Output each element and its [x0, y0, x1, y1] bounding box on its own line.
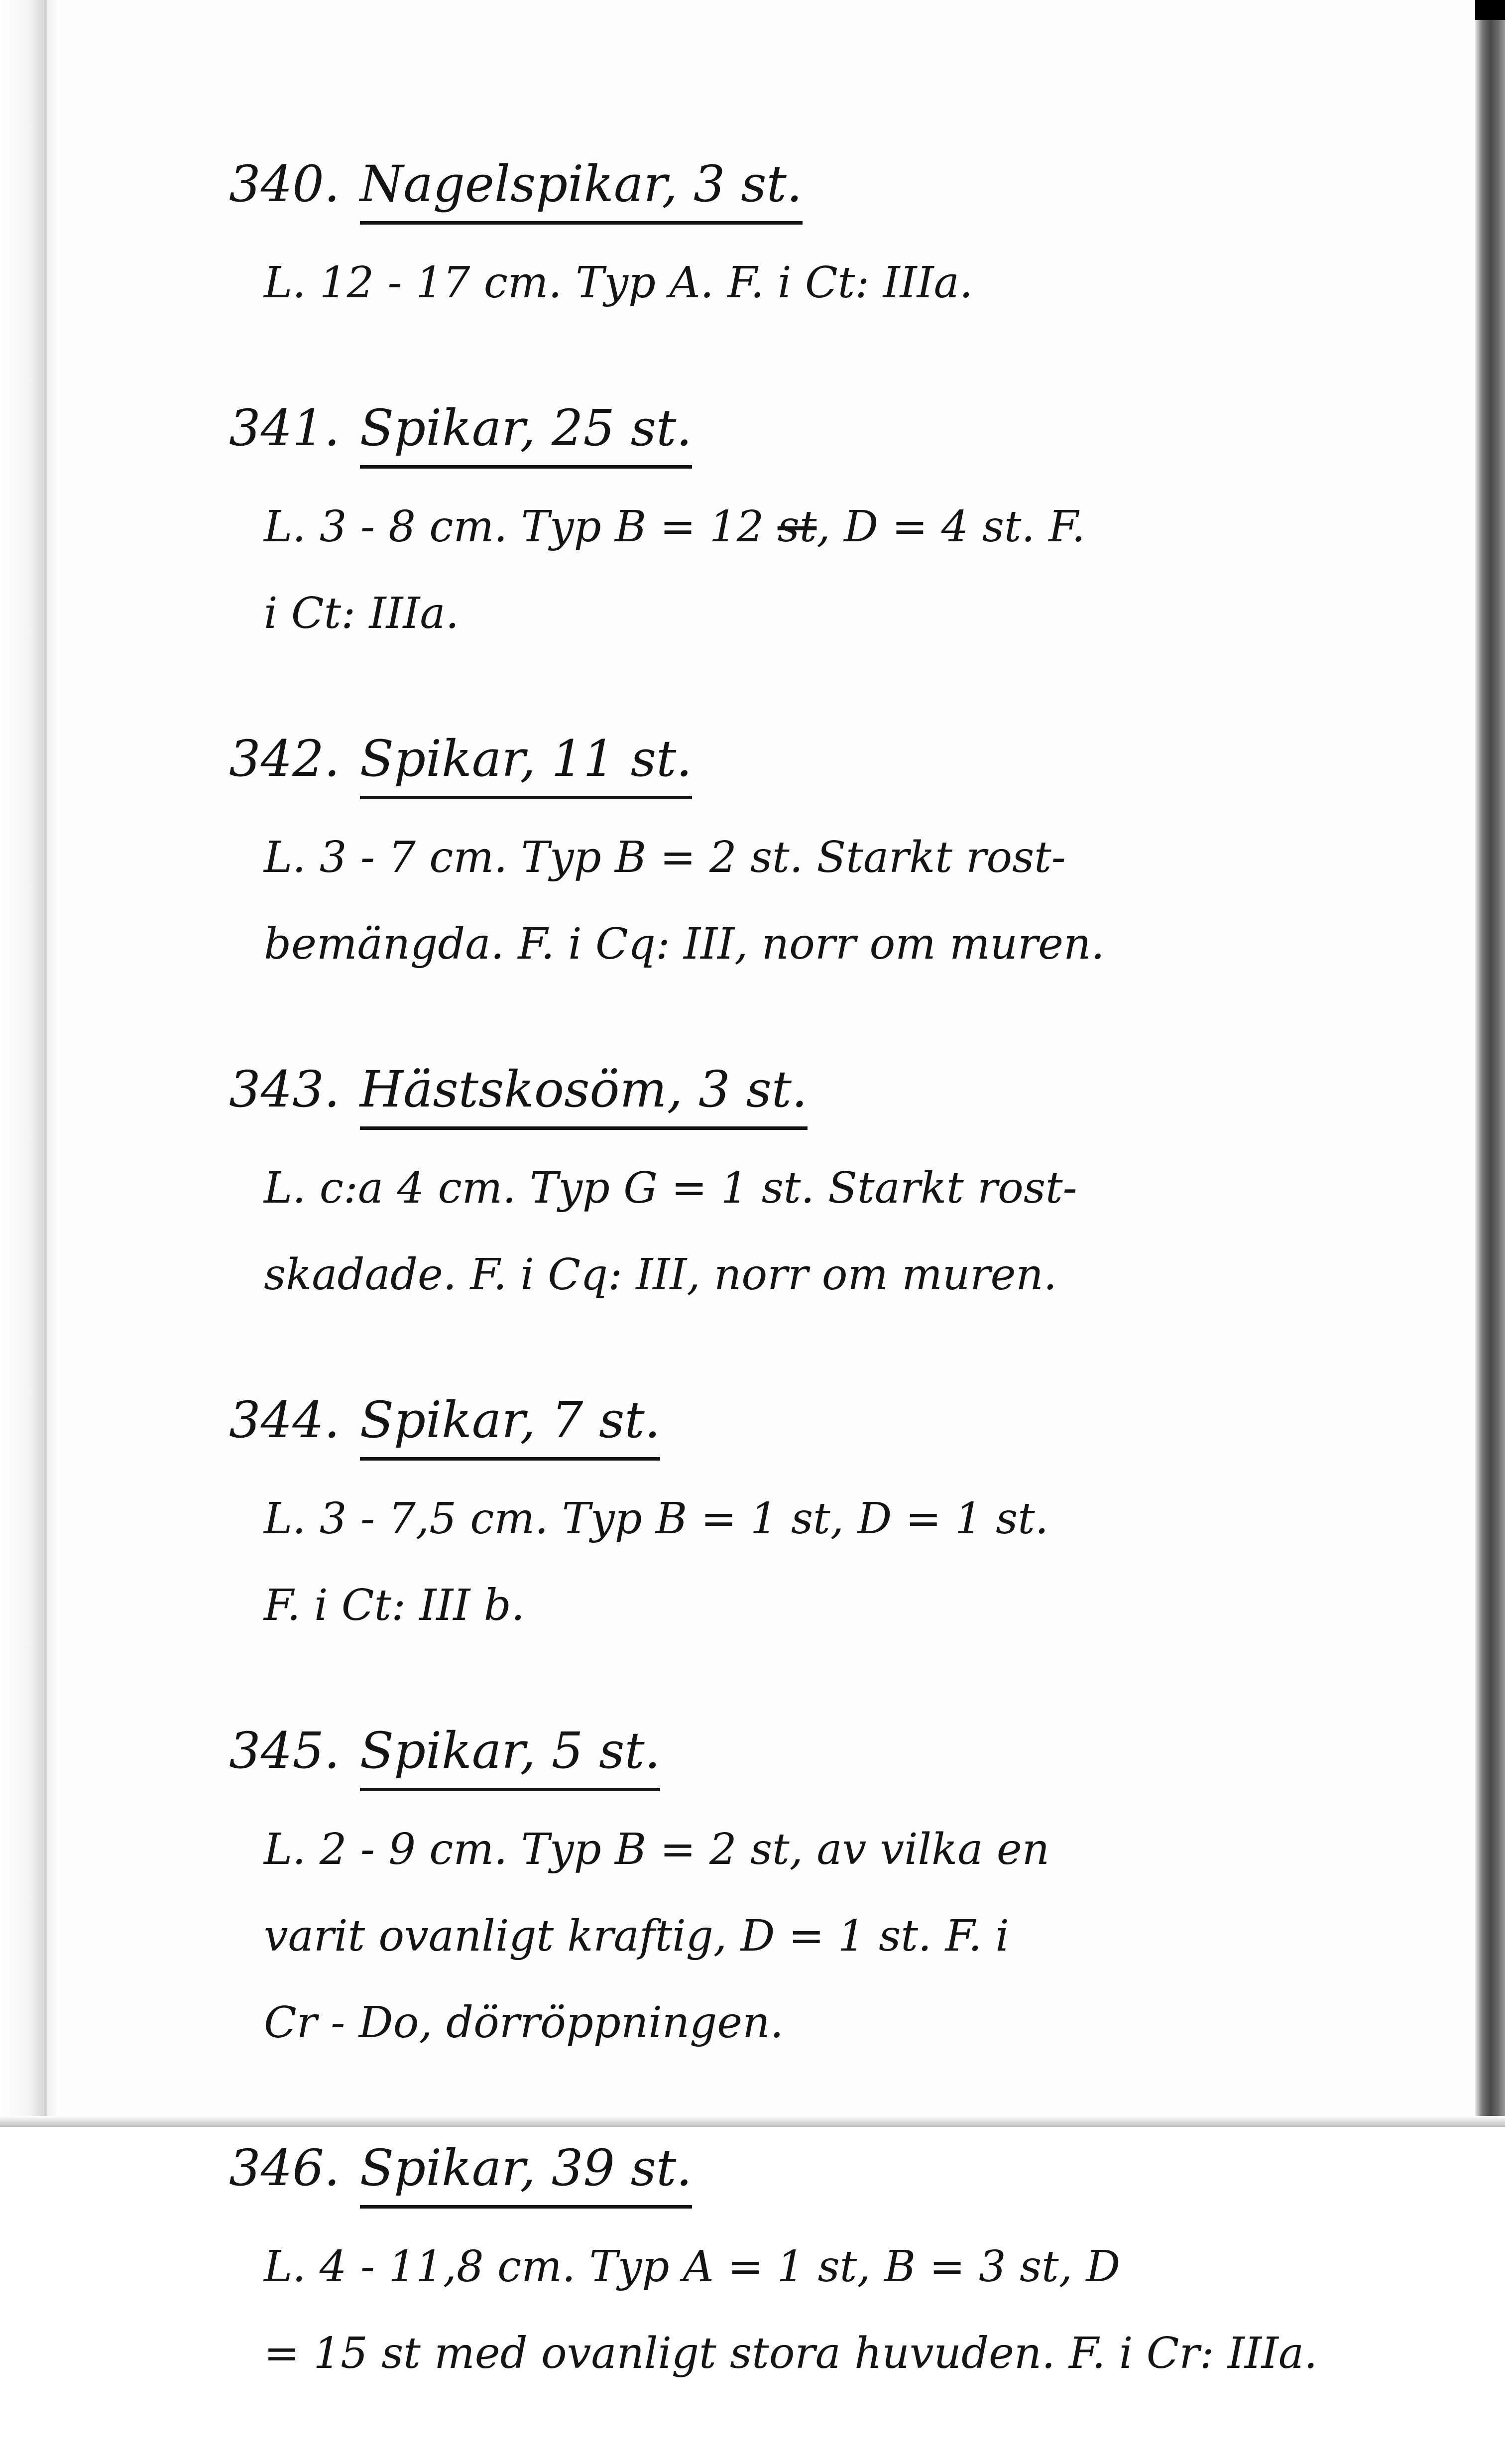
binding-fold-line	[44, 0, 47, 2127]
entry-title: Nagelspikar, 3 st.	[360, 149, 803, 225]
entry-heading	[229, 1055, 1324, 1130]
catalogue-entry	[229, 1716, 1324, 2066]
page-right-edge	[1475, 0, 1505, 2127]
description-line: L. 3 - 7,5 cm. Typ B = 1 st, D = 1 st.	[264, 1494, 1049, 1544]
entry-description	[264, 1476, 1284, 1649]
catalogue-entry	[229, 1385, 1324, 1649]
entry-number: 342.	[229, 730, 340, 788]
entry-description	[264, 2223, 1318, 2397]
entry-title: Spikar, 7 st.	[360, 1385, 661, 1461]
description-line: Cr - Do, dörröppningen.	[264, 1998, 784, 2048]
entry-title: Spikar, 25 st.	[360, 393, 692, 469]
entry-number: 344.	[229, 1391, 340, 1449]
description-line: L. 4 - 11,8 cm. Typ A = 1 st, B = 3 st, D	[264, 2242, 1121, 2292]
entry-title: Spikar, 39 st.	[360, 2133, 692, 2209]
catalogue-entry	[229, 393, 1324, 657]
entry-description	[264, 484, 1284, 657]
catalogue-entry	[229, 1055, 1324, 1318]
entry-title: Spikar, 11 st.	[360, 724, 692, 799]
description-text: , D = 4 st. F.	[816, 502, 1085, 552]
entry-heading	[229, 149, 1324, 225]
description-line: skadade. F. i Cq: III, norr om muren.	[264, 1250, 1057, 1300]
description-line: L. 2 - 9 cm. Typ B = 2 st, av vilka en	[264, 1825, 1050, 1874]
catalogue-entry	[229, 149, 1324, 326]
entry-heading	[229, 724, 1324, 799]
description-text: L. 3 - 8 cm. Typ B = 12	[264, 502, 778, 552]
entry-heading	[229, 1716, 1324, 1791]
entry-description	[264, 1806, 1284, 2066]
entry-description	[264, 1145, 1284, 1318]
description-line: varit ovanligt kraftig, D = 1 st. F. i	[264, 1911, 1010, 1961]
struck-out-text: st	[777, 502, 817, 552]
entry-title: Hästskosöm, 3 st.	[360, 1055, 808, 1130]
entry-number: 346.	[229, 2139, 340, 2197]
catalogue-entries	[229, 149, 1324, 2464]
entry-number: 343.	[229, 1060, 340, 1118]
description-line: i Ct: IIIa.	[264, 589, 460, 638]
scan-corner-mark	[1475, 0, 1505, 20]
description-line: L. 3 - 7 cm. Typ B = 2 st. Starkt rost-	[264, 833, 1066, 882]
entry-description	[264, 240, 1284, 326]
entry-number: 341.	[229, 399, 340, 457]
description-line: = 15 st med ovanligt stora huvuden. F. i Cr: IIIa.	[264, 2329, 1318, 2378]
description-line	[264, 484, 1284, 570]
entry-number: 340.	[229, 155, 340, 213]
catalogue-entry	[229, 2133, 1324, 2397]
entry-description	[264, 814, 1284, 987]
entry-heading	[229, 393, 1324, 469]
description-line: F. i Ct: III b.	[264, 1581, 525, 1630]
entry-heading	[229, 2133, 1324, 2209]
description-line: L. 12 - 17 cm. Typ A. F. i Ct: IIIa.	[264, 258, 973, 308]
entry-number: 345.	[229, 1722, 340, 1780]
entry-heading	[229, 1385, 1324, 1461]
description-line: bemängda. F. i Cq: III, norr om muren.	[264, 919, 1105, 969]
description-line: L. c:a 4 cm. Typ G = 1 st. Starkt rost-	[264, 1163, 1077, 1213]
catalogue-entry	[229, 724, 1324, 987]
page-binding-edge	[0, 0, 60, 2127]
entry-title: Spikar, 5 st.	[360, 1716, 661, 1791]
